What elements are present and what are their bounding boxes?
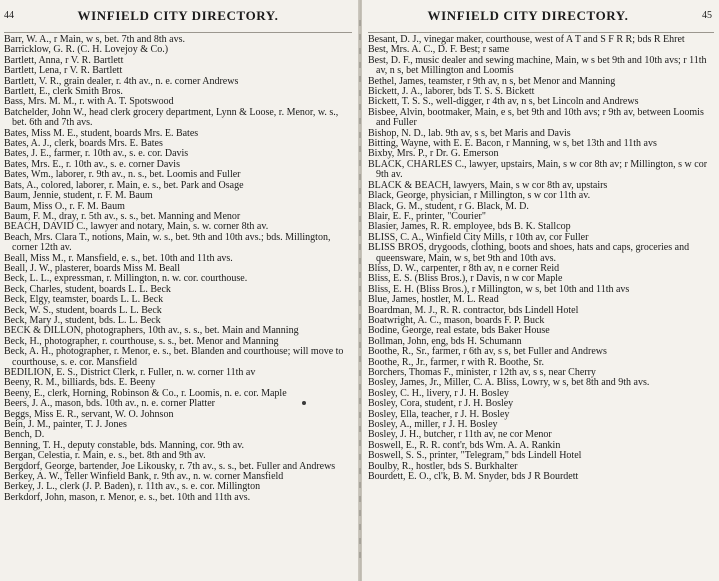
directory-entry: Best, Mrs. A. C., D. F. Best; r same	[368, 44, 510, 56]
directory-entry: Borchers, Thomas F., minister, r 12th av, s s, near Cherry	[368, 367, 596, 378]
directory-list	[368, 35, 714, 482]
directory-entry: Boardman, M. J., R. R. contractor, bds Lindell Hotel	[368, 304, 579, 316]
right-page	[362, 0, 719, 581]
directory-entry: Bosley, Ella, teacher, r J. H. Bosley	[368, 408, 510, 420]
margin-dot	[302, 401, 306, 405]
page-number: 44	[4, 10, 14, 21]
directory-entry: Blasier, James, R. R. employee, bds B. K. Stallcop	[368, 221, 571, 233]
directory-entry: Bartlett, Anna, r V. R. Bartlett	[4, 54, 124, 66]
directory-entry: Beck, Elgy, teamster, boards L. L. Beck	[4, 294, 164, 306]
page-title: WINFIELD CITY DIRECTORY.	[427, 8, 629, 23]
directory-entry: Bench, D.	[4, 429, 45, 441]
directory-entry: Bartlett, V. R., grain dealer, r. 4th av., n. e. corner Andrews	[4, 75, 239, 87]
directory-entry: Benning, T. H., deputy constable, bds. Manning, cor. 9th av.	[4, 439, 245, 451]
directory-entry: Blair, E. F., printer, "Courier"	[368, 210, 486, 222]
binding-stitch	[359, 20, 361, 565]
directory-entry: Beck, A. H., photographer, r. Menor, e. s., bet. Blanden and courthouse; will move to courthouse, s. e. cor. Mansfield	[4, 346, 344, 368]
directory-entry: Beeny, R. M., billiards, bds. E. Beeny	[4, 377, 156, 389]
directory-entry: Berkdorf, John, mason, r. Menor, e. s., bet. 10th and 11th avs.	[4, 491, 251, 503]
directory-entry: Bosley, James, Jr., Miller, C. A. Bliss, Lowry, w s, bet 8th and 9th avs.	[368, 377, 650, 389]
directory-entry: Baum, Jennie, student, r. F. M. Baum	[4, 190, 153, 202]
directory-entry: BECK & DILLON, photographers, 10th av., s. s., bet. Main and Manning	[4, 325, 299, 337]
directory-entry: Barricklow, G. R. (C. H. Lovejoy & Co.)	[4, 44, 169, 56]
directory-entry: Bliss, E. S. (Bliss Bros.), r Davis, n w cor Maple	[368, 273, 563, 285]
directory-entry: Barr, W. A., r Main, w s, bet. 7th and 8th avs.	[4, 34, 185, 45]
directory-entry: BLISS, C. A., Winfield City Mills, r 10th av, cor Fuller	[368, 231, 589, 243]
directory-entry: Bliss, D. W., carpenter, r 8th av, n e corner Reid	[368, 262, 560, 274]
directory-entry: Beck, W. S., student, boards L. L. Beck	[4, 304, 162, 316]
directory-entry: Bates, Mrs. E., r. 10th av., s. e. corner Davis	[4, 158, 180, 170]
directory-entry: Black, George, physician, r Millington, s w cor 11th av.	[368, 190, 591, 202]
directory-entry: Beck, H., photographer, r. courthouse, s. s., bet. Menor and Manning	[4, 335, 279, 347]
directory-list	[4, 35, 352, 503]
directory-entry: Boswell, E., R. R. cont'r, bds Wm. A. A. Rankin	[368, 439, 561, 451]
page-number: 45	[702, 10, 712, 21]
right-page-header	[368, 6, 714, 33]
directory-entry: Berkey, A. W., Teller Winfield Bank, r. 9th av., n. w. corner Mansfield	[4, 471, 284, 483]
directory-entry: Bourdett, E. O., cl'k, B. M. Snyder, bds J R Bourdett	[368, 471, 579, 483]
directory-entry: Bates, J. E., farmer, r. 10th av., s. e. cor. Davis	[4, 148, 189, 160]
directory-entry: Berkey, J. L., clerk (J. P. Baden), r. 11th av., s. e. cor. Millington	[4, 481, 261, 493]
directory-entry: Bosley, C. H., livery, r J. H. Bosley	[368, 387, 509, 399]
directory-entry: Bisbee, Alvin, bootmaker, Main, e s, bet 9th and 10th avs; r 9th av, between Loomis and Fuller	[368, 106, 704, 129]
directory-entry: Bosley, A., miller, r J. H. Bosley	[368, 419, 498, 431]
directory-entry: BLISS BROS, drygoods, clothing, boots and shoes, hats and caps, groceries and queensware, Main, w s, bet 9th and 10th avs.	[368, 242, 690, 264]
directory-entry: Boatwright, A. C., mason, boards F. P. Buck	[368, 314, 545, 326]
directory-entry: Bates, Wm., laborer, r. 9th av., n. s., bet. Loomis and Fuller	[4, 169, 241, 181]
directory-entry: Beck, Charles, student, boards L. L. Beck	[4, 283, 171, 295]
directory-entry: Boothe, R., Sr., farmer, r 6th av, s s, bet Fuller and Andrews	[368, 346, 607, 358]
directory-entry: Bixby, Mrs. P., r Dr. G. Emerson	[368, 148, 499, 160]
directory-entry: Bishop, N. D., lab. 9th av, s s, bet Maris and Davis	[368, 127, 571, 139]
directory-entry: Batchelder, John W., head clerk grocery department, Lynn & Loose, r. Menor, w. s., bet. 6th and 7th avs.	[4, 106, 339, 129]
directory-entry: Bartlett, E., clerk Smith Bros.	[4, 86, 123, 98]
directory-entry: Beers, J. A., mason, bds. 10th av., n. e. corner Platter	[4, 398, 215, 410]
left-page-header	[4, 6, 352, 33]
directory-entry: Baum, F. M., dray, r. 5th av., s. s., bet. Manning and Menor	[4, 210, 241, 222]
directory-entry: Bartlett, Lena, r V. R. Bartlett	[4, 65, 123, 77]
directory-entry: Beall, J. W., plasterer, boards Miss M. Beall	[4, 262, 180, 274]
directory-entry: Bliss, E. H. (Bliss Bros.), r Millington, w s, bet 10th and 11th avs	[368, 283, 630, 295]
directory-entry: Bethel, James, teamster, r 9th av, n s, bet Menor and Manning	[368, 75, 616, 87]
directory-entry: Beck, Mary J., student, bds. L. L. Beck	[4, 314, 161, 326]
directory-entry: Boothe, R., Jr., farmer, r with R. Boothe, Sr.	[368, 356, 544, 368]
directory-entry: Beach, Mrs. Clara T., notions, Main, w. s., bet. 9th and 10th avs.; bds. Millington, corner 12th av.	[4, 231, 331, 254]
directory-entry: Baum, Miss O., r. F. M. Baum	[4, 200, 125, 212]
directory-entry: Beeny, E., clerk, Horning, Robinson & Co., r. Loomis, n. e. cor. Maple	[4, 387, 287, 399]
directory-entry: Bosley, J. H., butcher, r 11th av, ne cor Menor	[368, 429, 552, 441]
directory-entry: Beall, Miss M., r. Mansfield, e. s., bet. 10th and 11th avs.	[4, 252, 233, 264]
directory-entry: Bates, A. J., clerk, boards Mrs. E. Bates	[4, 138, 163, 150]
directory-entry: Bates, Miss M. E., student, boards Mrs. E. Bates	[4, 127, 199, 139]
directory-entry: Besant, D. J., vinegar maker, courthouse, west of A T and S F R R; bds R Ehret	[368, 34, 685, 45]
directory-entry: Bodine, George, real estate, bds Baker House	[368, 325, 550, 337]
directory-entry: BLACK & BEACH, lawyers, Main, s w cor 8th av, upstairs	[368, 179, 608, 191]
directory-entry: Boulby, R., hostler, bds S. Burkhalter	[368, 460, 518, 472]
directory-entry: Bergdorf, George, bartender, Joe Likousky, r. 7th av., s. s., bet. Fuller and Andrews	[4, 460, 336, 472]
directory-entry: Blue, James, hostler, M. L. Read	[368, 294, 499, 306]
directory-entry: BEACH, DAVID C., lawyer and notary, Main, s. w. corner 8th av.	[4, 221, 269, 233]
page-title: WINFIELD CITY DIRECTORY.	[77, 8, 279, 23]
directory-entry: Bass, Mrs. M. M., r. with A. T. Spotswood	[4, 96, 174, 108]
directory-entry: BEDILION, E. S., District Clerk, r. Fuller, n. w. corner 11th av	[4, 367, 256, 378]
directory-entry: Bickett, T. S. S., well-digger, r 4th av, n s, bet Lincoln and Andrews	[368, 96, 639, 108]
directory-entry: Beck, L. L., expressman, r. Millington, n. w. cor. courthouse.	[4, 273, 248, 285]
directory-entry: Bein, J. M., painter, T. J. Jones	[4, 419, 127, 431]
directory-entry: Bitting, Wayne, with E. E. Bacon, r Manning, w s, bet 13th and 11th avs	[368, 138, 657, 150]
directory-entry: Black, G. M., student, r G. Black, M. D.	[368, 200, 529, 212]
directory-entry: BLACK, CHARLES C., lawyer, upstairs, Main, s w cor 8th av; r Millington, s w cor 9th av.	[368, 158, 708, 181]
directory-entry: Bickett, J. A., laborer, bds T. S. S. Bickett	[368, 86, 535, 98]
left-page	[0, 0, 358, 581]
directory-entry: Bosley, Cora, student, r J. H. Bosley	[368, 398, 514, 410]
directory-entry: Boswell, S. S., printer, "Telegram," bds Lindell Hotel	[368, 450, 582, 462]
directory-entry: Bats, A., colored, laborer, r. Main, e. s., bet. Park and Osage	[4, 179, 244, 191]
directory-entry: Best, D. F., music dealer and sewing machine, Main, w s bet 9th and 10th avs; r 11th av, n s, bet Millington and Loomis	[368, 54, 707, 77]
directory-entry: Beggs, Miss E. R., servant, W. O. Johnson	[4, 408, 174, 420]
directory-entry: Bollman, John, eng, bds H. Schumann	[368, 335, 522, 347]
directory-entry: Bergan, Celestia, r. Main, e. s., bet. 8th and 9th av.	[4, 450, 206, 462]
